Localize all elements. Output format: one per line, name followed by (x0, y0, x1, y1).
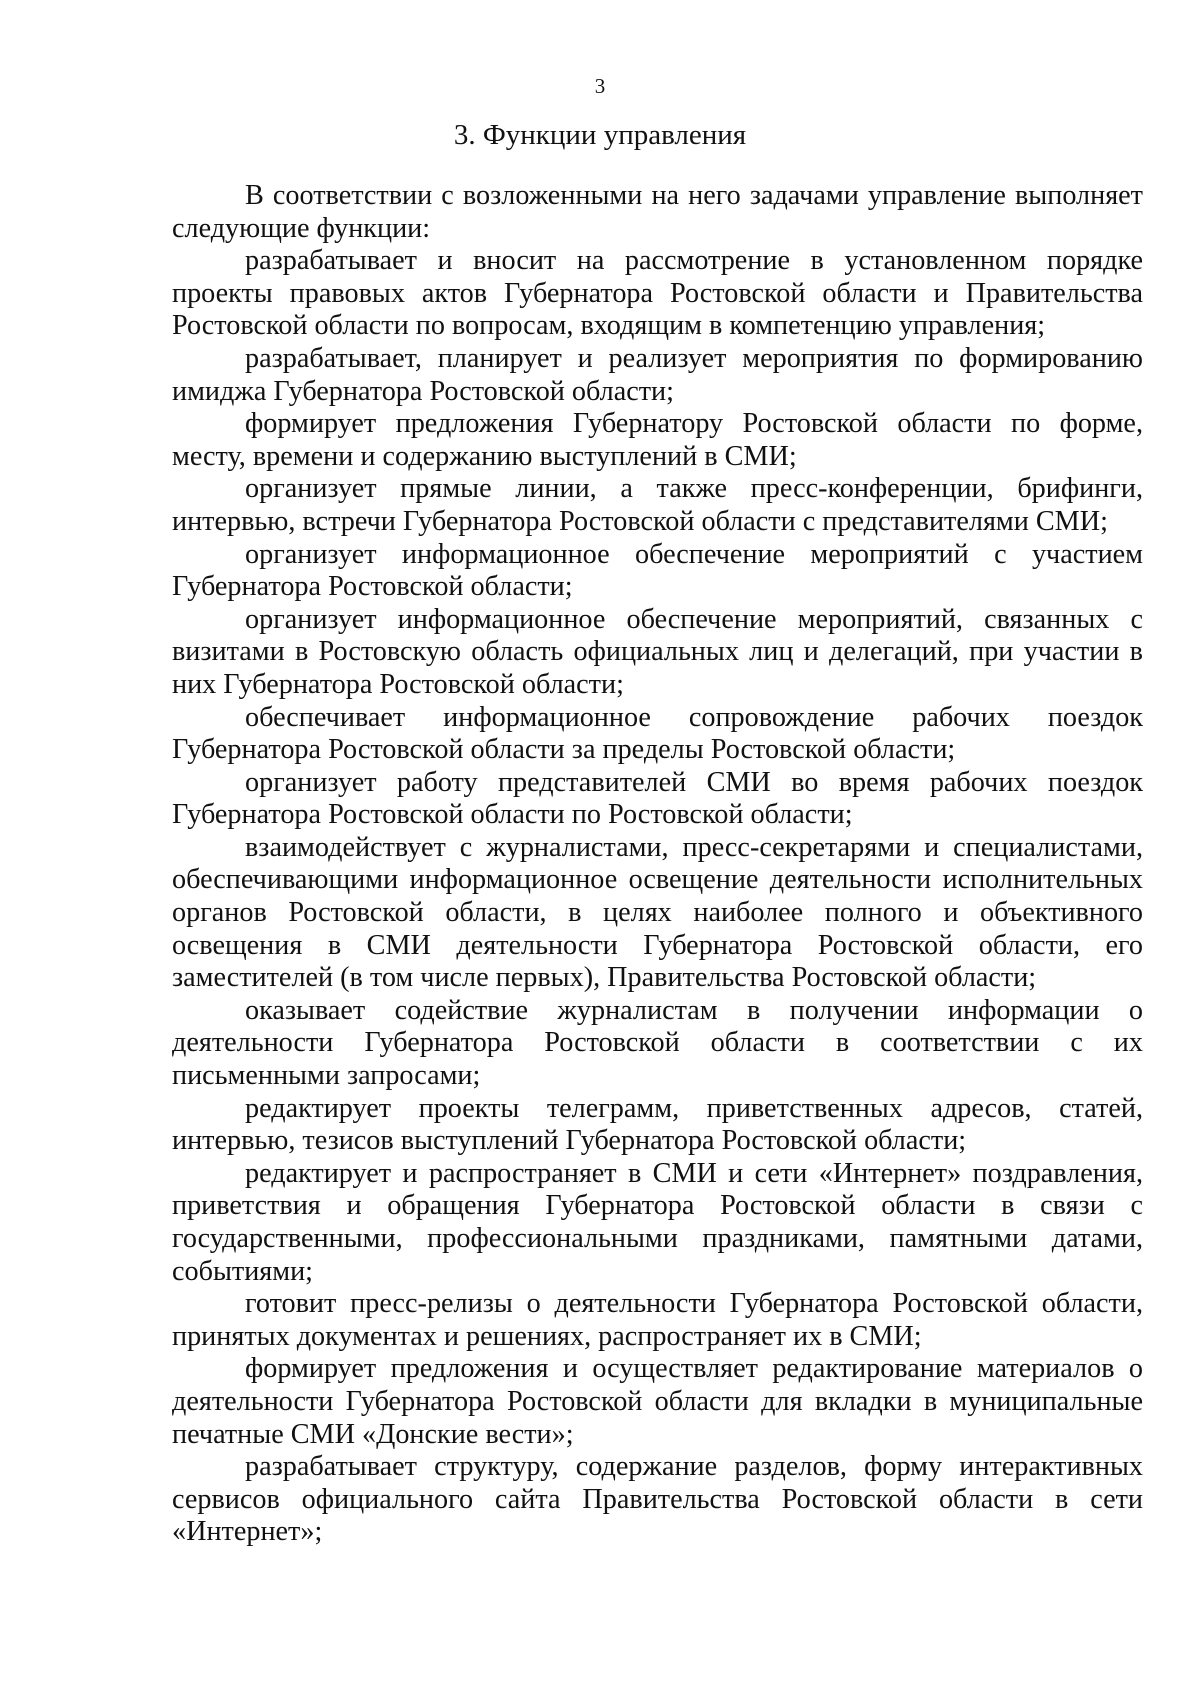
document-body (172, 180, 1143, 1549)
paragraph-function: организует информационное обеспечение мероприятий с участием Губернатора Ростовской области; (172, 538, 1143, 603)
paragraph-function: взаимодействует с журналистами, пресс-секретарями и специалистами, обеспечивающими информационное освещение деятельности исполнительных органов Ростовской области, в целях наиболее полного и объективного освещения в СМИ деятельности Губернатора Ростовской области, его заместителей (в том числе первых), Правительства Ростовской области; (172, 831, 1143, 994)
paragraph-function: разрабатывает структуру, содержание разделов, форму интерактивных сервисов официального сайта Правительства Ростовской области в сети «Интернет»; (172, 1451, 1143, 1548)
paragraph-function: готовит пресс-релизы о деятельности Губернатора Ростовской области, принятых документах и решениях, распространяет их в СМИ; (172, 1288, 1143, 1352)
paragraph-function: организует информационное обеспечение мероприятий, связанных с визитами в Ростовскую область официальных лиц и делегаций, при участии в них Губернатора Ростовской области; (172, 603, 1143, 700)
paragraph-function: организует прямые линии, а также пресс-конференции, брифинги, интервью, встречи Губернатора Ростовской области с представителями СМИ; (172, 473, 1143, 537)
paragraph-function: оказывает содействие журналистам в получении информации о деятельности Губернатора Ростовской области в соответствии с их письменными запросами; (172, 994, 1143, 1092)
page-number: 3 (594, 74, 606, 98)
paragraph-function: организует работу представителей СМИ во время рабочих поездок Губернатора Ростовской области по Ростовской области; (172, 766, 1143, 831)
paragraph-function: формирует предложения Губернатору Ростовской области по форме, месту, времени и содержанию выступлений в СМИ; (172, 408, 1143, 472)
paragraph-function: редактирует проекты телеграмм, приветственных адресов, статей, интервью, тезисов выступлений Губернатора Ростовской области; (172, 1092, 1143, 1157)
paragraph-function: формирует предложения и осуществляет редактирование материалов о деятельности Губернатора Ростовской области для вкладки в муниципальные печатные СМИ «Донские вести»; (172, 1353, 1143, 1450)
paragraph-intro: В соответствии с возложенными на него задачами управление выполняет следующие функции: (172, 180, 1143, 244)
paragraph-function: разрабатывает, планирует и реализует мероприятия по формированию имиджа Губернатора Ростовской области; (172, 342, 1143, 407)
paragraph-function: редактирует и распространяет в СМИ и сети «Интернет» поздравления, приветствия и обращения Губернатора Ростовской области в связи с государственными, профессиональными праздниками, памятными датами, событиями; (172, 1157, 1143, 1287)
paragraph-function: обеспечивает информационное сопровождение рабочих поездок Губернатора Ростовской области за пределы Ростовской области; (172, 701, 1143, 766)
paragraph-function: разрабатывает и вносит на рассмотрение в установленном порядке проекты правовых актов Губернатора Ростовской области и Правительства Ростовской области по вопросам, входящим в компетенцию управления; (172, 245, 1143, 342)
section-title: 3. Функции управления (453, 119, 747, 151)
